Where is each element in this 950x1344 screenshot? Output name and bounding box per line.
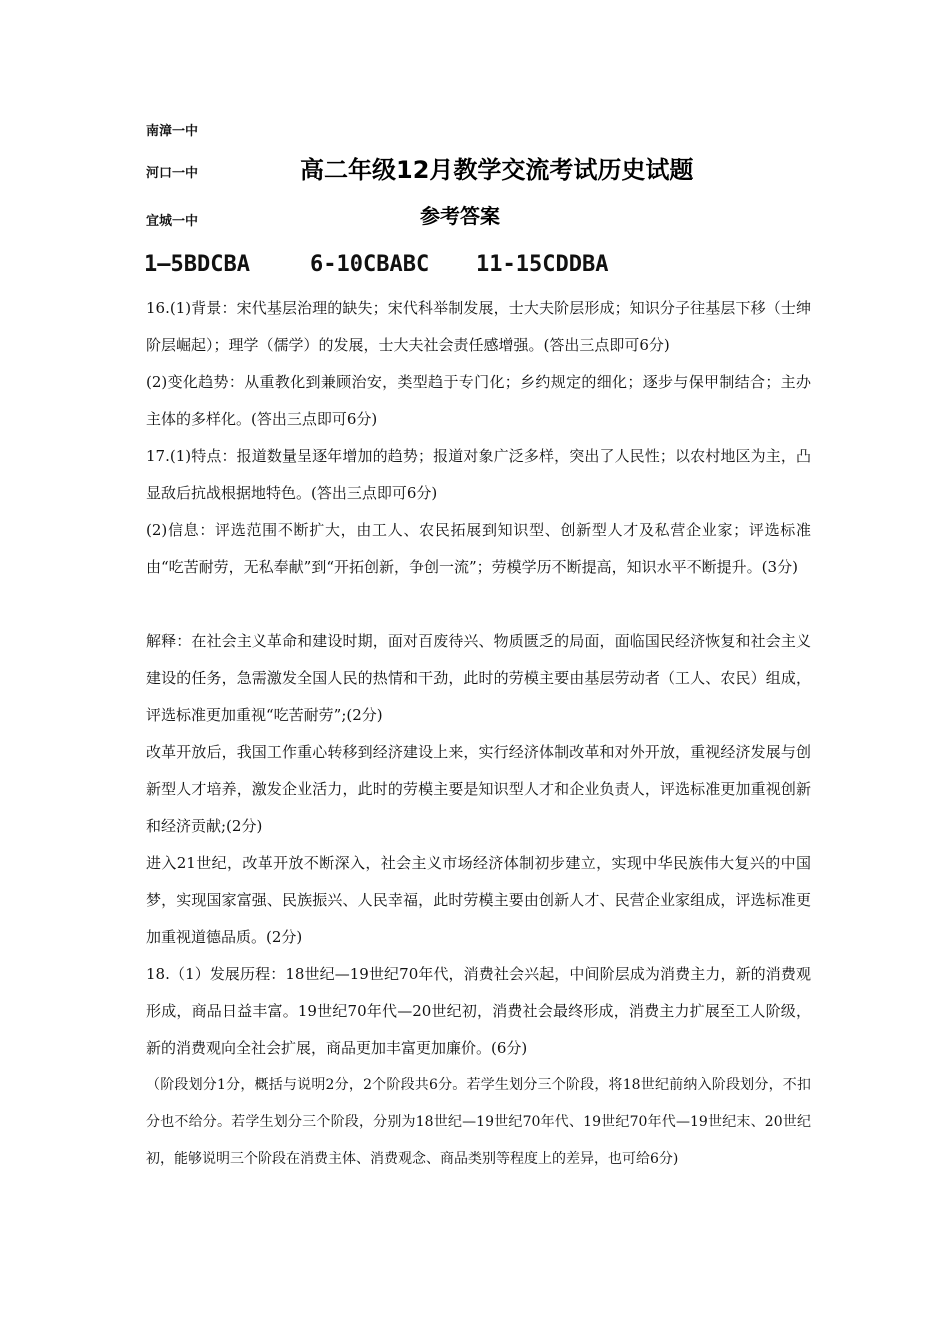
paragraph-16-2: (2)变化趋势：从重教化到兼顾治安，类型趋于专门化；乡约规定的细化；逐步与保甲制结合；主办主体的多样化。(答出三点即可6分) (146, 373, 811, 428)
paragraph-17-explain-3: 进入21世纪，改革开放不断深入，社会主义市场经济体制初步建立，实现中华民族伟大复兴的中国梦，实现国家富强、民族振兴、人民幸福，此时劳模主要由创新人才、民营企业家组成，评选标准更加重视道德品质。(2分) (146, 854, 811, 946)
answer-group-3: 11-15CDDBA (476, 252, 609, 277)
paragraph-17-explain-1: 解释：在社会主义革命和建设时期，面对百废待兴、物质匮乏的局面，面临国民经济恢复和社会主义建设的任务，急需激发全国人民的热情和干劲，此时的劳模主要由基层劳动者（工人、农民）组成，评选标准更加重视“吃苦耐劳”;(2分) (146, 632, 811, 724)
school-hekou: 河口一中 (146, 166, 199, 181)
answer-line (144, 252, 608, 277)
paragraph-17-2: (2)信息：评选范围不断扩大，由工人、农民拓展到知识型、创新型人才及私营企业家；评选标准由“吃苦耐劳，无私奉献”到“开拓创新，争创一流”；劳模学历不断提高，知识水平不断提升。(3分) (146, 521, 811, 576)
page-title: 高二年级12月教学交流考试历史试题 (300, 156, 694, 184)
paragraph-17-1: 17.(1)特点：报道数量呈逐年增加的趋势；报道对象广泛多样，突出了人民性；以农村地区为主，凸显敌后抗战根据地特色。(答出三点即可6分) (146, 447, 811, 502)
page-subtitle: 参考答案 (420, 204, 500, 228)
paragraph-18-note: （阶段划分1分，概括与说明2分，2个阶段共6分。若学生划分三个阶段，将18世纪前纳入阶段划分，不扣分也不给分。若学生划分三个阶段，分别为18世纪—19世纪70年代、19世纪70年代—19世纪末、20世纪初，能够说明三个阶段在消费主体、消费观念、商品类别等程度上的差异，也可给6分) (146, 1077, 811, 1167)
answer-group-1: 1—5BDCBA (144, 252, 250, 277)
paragraph-16-1: 16.(1)背景：宋代基层治理的缺失；宋代科举制发展，士大夫阶层形成；知识分子往基层下移（士绅阶层崛起）；理学（儒学）的发展，士大夫社会责任感增强。(答出三点即可6分) (146, 299, 811, 354)
paragraph-17-explain-2: 改革开放后，我国工作重心转移到经济建设上来，实行经济体制改革和对外开放，重视经济发展与创新型人才培养，激发企业活力，此时的劳模主要是知识型人才和企业负责人，评选标准更加重视创新和经济贡献;(2分) (146, 743, 811, 835)
paragraph-18-1: 18.（1）发展历程：18世纪—19世纪70年代，消费社会兴起，中间阶层成为消费主力，新的消费观形成，商品日益丰富。19世纪70年代—20世纪初，消费社会最终形成，消费主力扩展至工人阶级，新的消费观向全社会扩展，商品更加丰富更加廉价。(6分) (146, 965, 811, 1057)
school-yicheng: 宜城一中 (146, 214, 199, 229)
school-nanzhang: 南漳一中 (146, 124, 199, 139)
answer-group-2: 6-10CBABC (310, 252, 430, 277)
